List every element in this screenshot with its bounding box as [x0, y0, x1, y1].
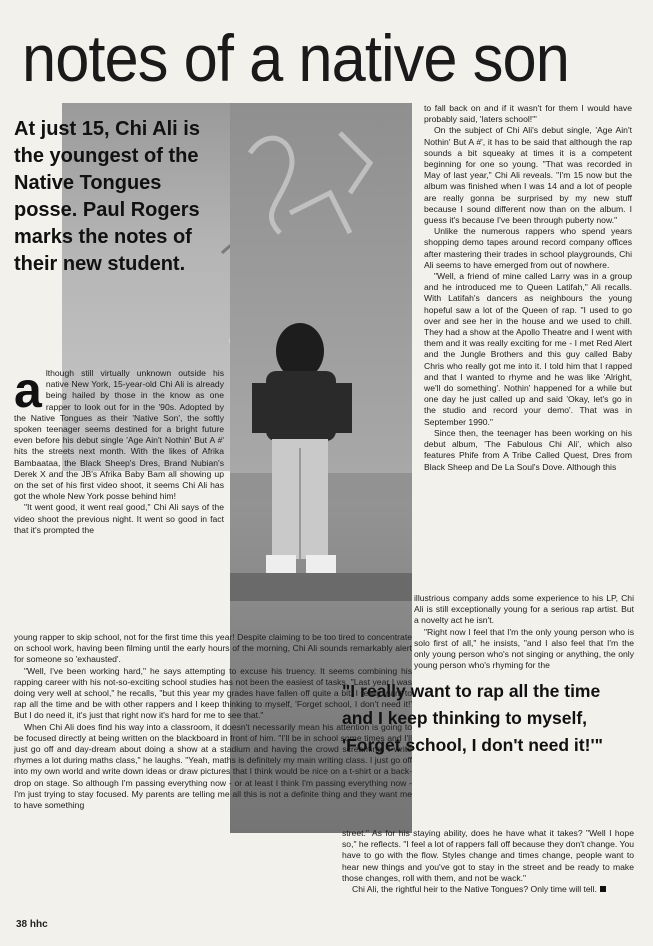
right-para-2: On the subject of Chi Ali's debut single, 'Age Ain't Nothin' But A #', it has to be said that although the rap sounds a bit squeaky at times it is a competent beginning for one so young. "That was recorded in May of last year," Chi Ali reveals. "I'm 15 now but the album was finished when I was 14 and a lot of people are really gonna be surprised by my new stuff because I sound different now than on the album. I guess it's because I've been through puberty now."	[424, 125, 632, 226]
left-wide-para-1: young rapper to skip school, not for the first time this year! Despite claiming to be too tired to concentrate on school work, having been filming until the early hours of the morning, Chi Ali sounds remarkably alert for someone so 'exhausted'.	[14, 632, 412, 665]
left-para-1: although still virtually unknown outside his native New York, 15-year-old Chi Ali is already being hailed by those in the know as one rapper to look out for in the '90s. Adopted by the Native Tongues as their 'Native Son', the softly spoken teenager seems destined for a bright future even before his debut single 'Age Ain't Nothin' But A #' hits the streets next month. With the likes of Afrika Bambaataa, the Black Sheep's Dres, Brand Nubian's Derek X and the JB's Afrika Baby Bam all showing up on the set of his first video shoot, it seems Chi Ali has got the whole New York posse behind him!	[14, 362, 224, 502]
dropcap: a	[14, 362, 42, 418]
right-para-3: Unlike the numerous rappers who spend years shopping demo tapes around record company offices after mastering their trades in school playgrounds, Chi Ali seems to have emerged from out of nowhere.	[424, 226, 632, 270]
right-wide-column	[414, 593, 634, 671]
right-para-4: "Well, a friend of mine called Larry was in a group and he introduced me to Queen Latifah," Ali recalls. With Latifah's dancers as neighbours the young hopeful saw a lot of the Queen of rap. "I used to go over and see her in the house and we used to chill. They had a show at the Apollo Theatre and I went with them and it was really exciting for me - I met Red Alert and the Jungle Brothers and this guy called Baby Chris who really got me into it. I told him that I rapped and that I wanted to rhyme and he was like 'Alright, we'll do something'. Nothin' happened for a while but one day he just called up and said 'Okay, let's go in the studio and record your demo'. That was in September 1990."	[424, 271, 632, 427]
right-bottom-para-2: Chi Ali, the rightful heir to the Native Tongues? Only time will tell.	[342, 884, 634, 895]
standfirst: At just 15, Chi Ali is the youngest of the Native Tongues posse. Paul Rogers marks the notes of their new student.	[14, 118, 200, 275]
right-wide-para-2: "Right now I feel that I'm the only young person who is solo first of all," he insists, "and I also feel that I'm the only young person who's not singing or anything, the only young person who's rhyming for the	[414, 626, 634, 671]
right-para-1: to fall back on and if it wasn't for them I would have probably said, 'laters school!'"	[424, 103, 632, 125]
end-mark	[600, 886, 606, 892]
right-column	[424, 103, 632, 473]
left-column	[14, 362, 224, 536]
pull-quote: "I really want to rap all the time and I keep thinking to myself, 'Forget school, I don't need it!'"	[342, 681, 603, 755]
left-para-2: "It went good, it went real good," Chi Ali says of the video shoot the previous night. It went so good in fact that it's prompted the	[14, 502, 224, 535]
right-bottom-column	[342, 828, 634, 895]
page-folio: 38 hhc	[16, 919, 48, 930]
right-bottom-para-1: street." As for his staying ability, does he have what it takes? "Well I hope so," he reflects. "I feel a lot of rappers fall off because they don't change. You have to go with the flow. Styles change and times change, people want to hear new things and you've got to stay in the street and be ready to make those changes, roll with them, and not be wack."	[342, 828, 634, 883]
headline: notes of a native son	[22, 21, 569, 95]
left-wide-para-3: When Chi Ali does find his way into a classroom, it doesn't necessarily mean his attention is going to be focused directly at being written on the blackboard in front of him. "I'll be in school some times and I'll just go off and day-dream about doing a show at a stadium and having the crowd screaming. I write rhymes a lot during maths class," he laughs. "Yeah, maths is definitely my main writing class. I just go off into my own world and write down ideas or draw pictures that I think would be nice on a t-shirt or a back-drop on stage. So although I'm passing everything now - or at least I think I'm passing everything now - I'm just trying to stay focused. My parents are telling me all this is not a definite thing and they want me to have something	[14, 721, 412, 811]
right-wide-para-1: illustrious company adds some experience to his LP, Chi Ali is still exceptionally young for a serious rap artist. But a novelty act he isn't.	[414, 593, 634, 626]
left-wide-para-2: "Well, I've been working hard," he says attempting to excuse his truency. It seems combining his rapping career with his not-so-exciting school studies has not been the easiest of tasks. "Last year I was doing very well at school," he recalls, "but this year my grades have fallen off quite a bit. I really want to rap all the time and be with other rappers and I keep thinking to myself, 'Forget school, I don't need it!' But I do need it, it's just that right now it's hard for me to see that."	[14, 665, 412, 721]
right-para-5: Since then, the teenager has been working on his debut album, 'The Fabulous Chi Ali', which also features Phife from A Tribe Called Quest, Dres from Black Sheep and De La Soul's Dove. Although this	[424, 427, 632, 472]
